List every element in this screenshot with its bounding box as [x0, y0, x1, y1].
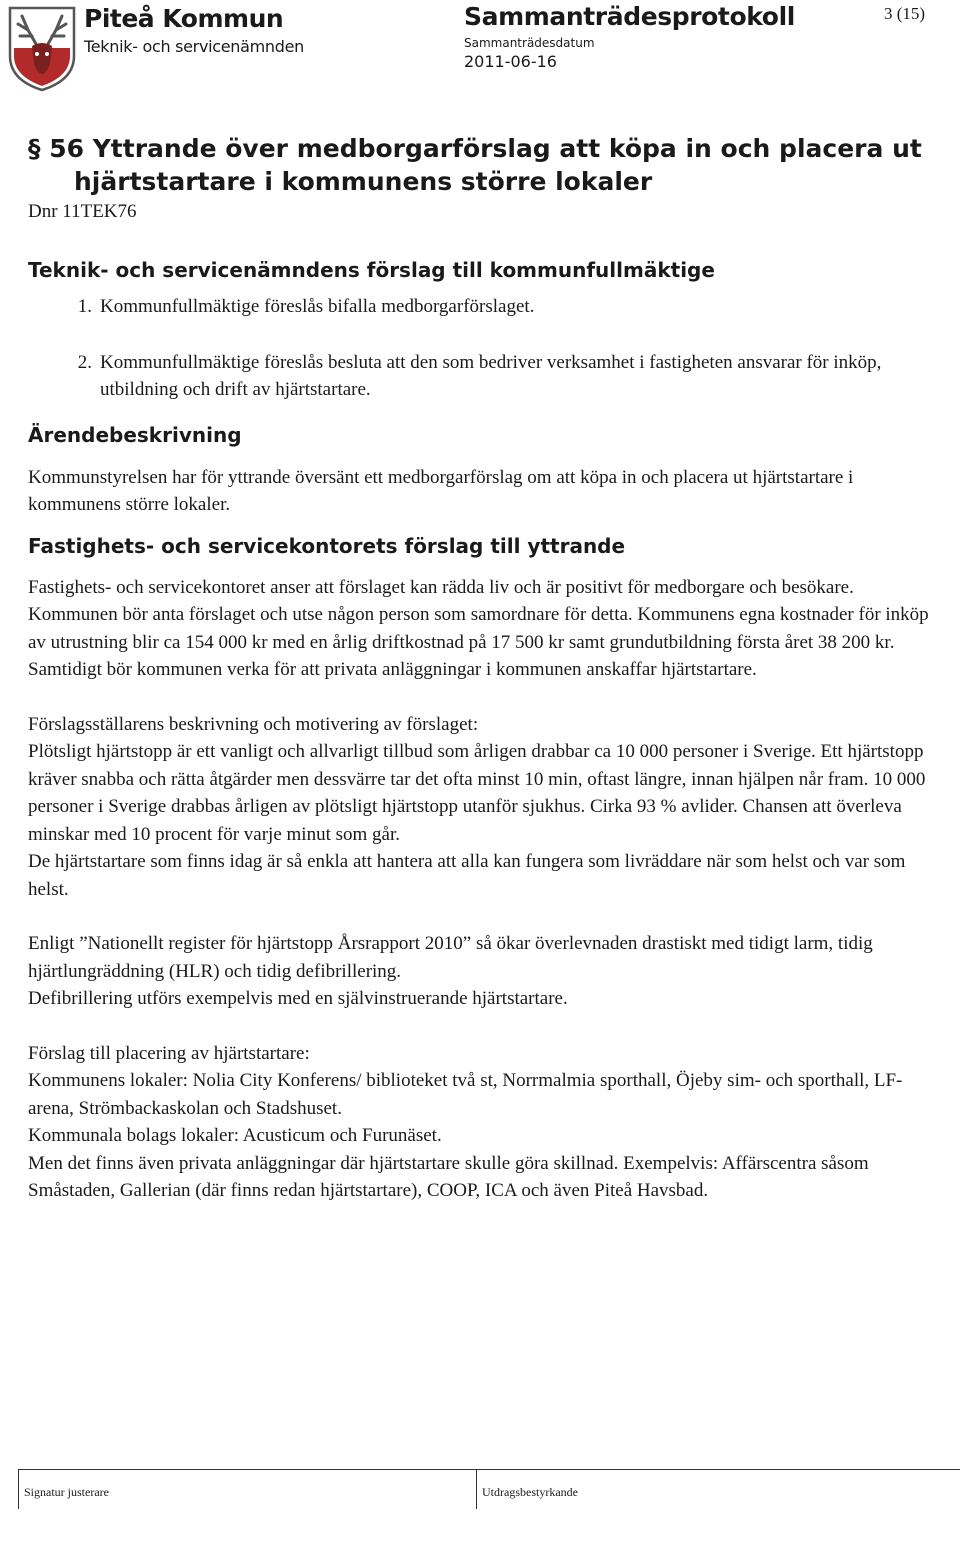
section-title-line2: hjärtstartare i kommunens större lokaler [74, 167, 653, 196]
proposal-item-number: 1. [77, 296, 92, 317]
meeting-date-value: 2011-06-16 [464, 52, 557, 71]
proposal-item-text: Kommunfullmäktige föreslås besluta att den som bedriver verksamhet i fastigheten ansvarar för inköp, utbildning och drift av hjärtstartare. [100, 351, 882, 400]
signature-cell-divider [18, 1469, 19, 1509]
proposal-item [28, 349, 933, 404]
description-text: Kommunstyrelsen har för yttrande översänt ett medborgarförslag om att köpa in och placera ut hjärtstartare i kommunens större lokaler. [28, 466, 854, 515]
footer-rule [18, 1469, 960, 1470]
extract-cell-divider [476, 1469, 477, 1509]
document-body [28, 132, 933, 1205]
motivation-text-2: De hjärtstartare som finns idag är så enkla att hantera att alla kan fungera som livräddare när som helst och var som helst. [28, 851, 906, 900]
section-title-line1: § 56 Yttrande över medborgarförslag att köpa in och placera ut [28, 134, 922, 163]
page-header [0, 0, 960, 100]
municipality-logo [6, 4, 78, 92]
description-heading: Ärendebeskrivning [28, 422, 242, 447]
organization-name: Piteå Kommun [84, 4, 284, 33]
page-footer [18, 1469, 960, 1509]
office-heading: Fastighets- och servicekontorets förslag till yttrande [28, 533, 626, 558]
proposal-item [28, 293, 933, 321]
extract-label: Utdragsbestyrkande [482, 1485, 578, 1499]
proposal-heading: Teknik- och servicenämndens förslag till kommunfullmäktige [28, 258, 715, 282]
placement-private: Men det finns även privata anläggningar där hjärtstartare skulle göra skillnad. Exempelvis: Affärscentra såsom Småstaden, Gallerian (där finns redan hjärtstartare), COOP, ICA och även Piteå Havsbad. [28, 1152, 869, 1201]
office-text: Fastighets- och servicekontoret anser att förslaget kan rädda liv och är positivt för medborgare och besökare. Kommunen bör anta förslaget och utse någon person som samordnare för detta. Kommunens egna kostnader för inköp av utrustning blir ca 154 000 kr med en årlig driftkostnad på 17 500 kr samt grundutbildning första året 38 200 kr. Samtidigt bör kommunen verka för att privata anläggningar i kommunen anskaffar hjärtstartare. [28, 576, 929, 680]
registry-text: Enligt ”Nationellt register för hjärtstopp Årsrapport 2010” så ökar överlevnaden drastiskt med tidigt larm, tidig hjärtlungräddning (HLR) och tidig defibrillering. [28, 933, 873, 982]
section-title [28, 132, 933, 198]
placement-municipal: Kommunens lokaler: Nolia City Konferens/ biblioteket två st, Norrmalmia sporthall, Öjeby sim- och sporthall, LF-arena, Strömbackaskolan och Stadshuset. [28, 1070, 903, 1119]
committee-name: Teknik- och servicenämnden [84, 37, 305, 56]
motivation-text: Plötsligt hjärtstopp är ett vanligt och allvarligt tillbud som årligen drabbar ca 10 000 personer i Sverige. Ett hjärtstopp kräver snabba och rätta åtgärder men dessvärre tar det ofta minst 10 min, oftast längre, innan hjälpen når fram. 10 000 personer i Sverige drabbas årligen av plötsligt hjärtstopp utanför sjukhus. Cirka 93 % avlider. Chansen att överleva minskar med 10 procent för varje minut som går. [28, 741, 926, 845]
placement-heading: Förslag till placering av hjärtstartare: [28, 1042, 310, 1064]
document-type: Sammanträdesprotokoll [464, 2, 795, 31]
proposal-item-number: 2. [77, 351, 92, 373]
defibrillation-text: Defibrillering utförs exempelvis med en självinstruerande hjärtstartare. [28, 988, 568, 1009]
page-number: 3 (15) [884, 4, 926, 23]
case-number: Dnr 11TEK76 [28, 201, 137, 222]
signature-label: Signatur justerare [24, 1485, 109, 1499]
motivation-heading: Förslagsställarens beskrivning och motivering av förslaget: [28, 713, 479, 735]
placement-companies: Kommunala bolags lokaler: Acusticum och Furunäset. [28, 1125, 442, 1146]
meeting-date-label: Sammanträdesdatum [464, 36, 595, 50]
proposal-item-text: Kommunfullmäktige föreslås bifalla medborgarförslaget. [100, 296, 535, 317]
proposal-list [28, 293, 933, 404]
